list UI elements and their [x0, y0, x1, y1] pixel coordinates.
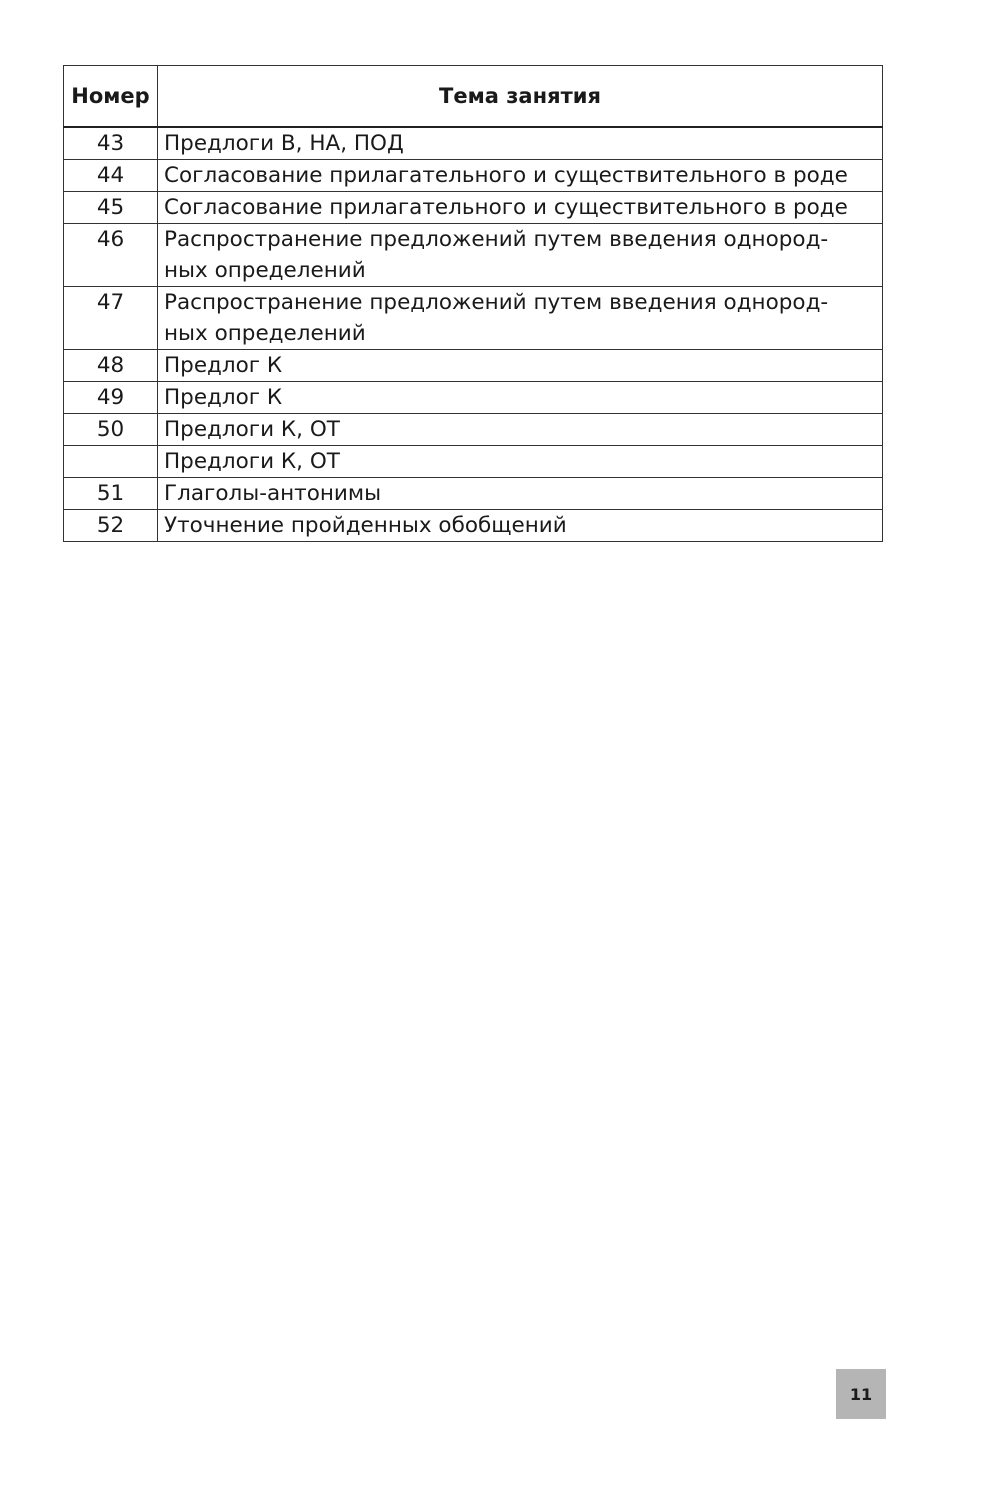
row-number: 46: [64, 224, 158, 287]
table-header: [64, 66, 883, 128]
row-number: 52: [64, 510, 158, 542]
page-number: 11: [849, 1384, 873, 1404]
row-number: 51: [64, 478, 158, 510]
row-number: [64, 446, 158, 478]
table-row: [64, 287, 883, 350]
lesson-table: [63, 65, 883, 542]
row-topic: Предлоги К, ОТ: [158, 446, 883, 478]
row-topic: Распространение предложений путем введения однород- ных определений: [158, 224, 883, 287]
header-row: [64, 66, 883, 128]
row-topic: Предлоги К, ОТ: [158, 414, 883, 446]
row-topic: Распространение предложений путем введения однород- ных определений: [158, 287, 883, 350]
header-topic: Тема занятия: [158, 66, 883, 128]
table-row: [64, 350, 883, 382]
table-row: [64, 224, 883, 287]
header-number: Номер: [64, 66, 158, 128]
table-row: [64, 160, 883, 192]
row-topic: Согласование прилагательного и существительного в роде: [158, 192, 883, 224]
table-row: [64, 414, 883, 446]
table-row: [64, 127, 883, 160]
table-row: [64, 510, 883, 542]
row-topic: Уточнение пройденных обобщений: [158, 510, 883, 542]
page-number-badge: [836, 1369, 886, 1419]
row-number: 47: [64, 287, 158, 350]
table-row: [64, 192, 883, 224]
row-topic: Предлог К: [158, 382, 883, 414]
row-number: 49: [64, 382, 158, 414]
row-topic: Предлог К: [158, 350, 883, 382]
row-number: 45: [64, 192, 158, 224]
row-topic: Согласование прилагательного и существительного в роде: [158, 160, 883, 192]
row-topic: Предлоги В, НА, ПОД: [158, 127, 883, 160]
row-number: 50: [64, 414, 158, 446]
row-number: 43: [64, 127, 158, 160]
table-row: [64, 478, 883, 510]
row-topic: Глаголы-антонимы: [158, 478, 883, 510]
table-row: [64, 382, 883, 414]
row-number: 44: [64, 160, 158, 192]
row-number: 48: [64, 350, 158, 382]
table-row: [64, 446, 883, 478]
